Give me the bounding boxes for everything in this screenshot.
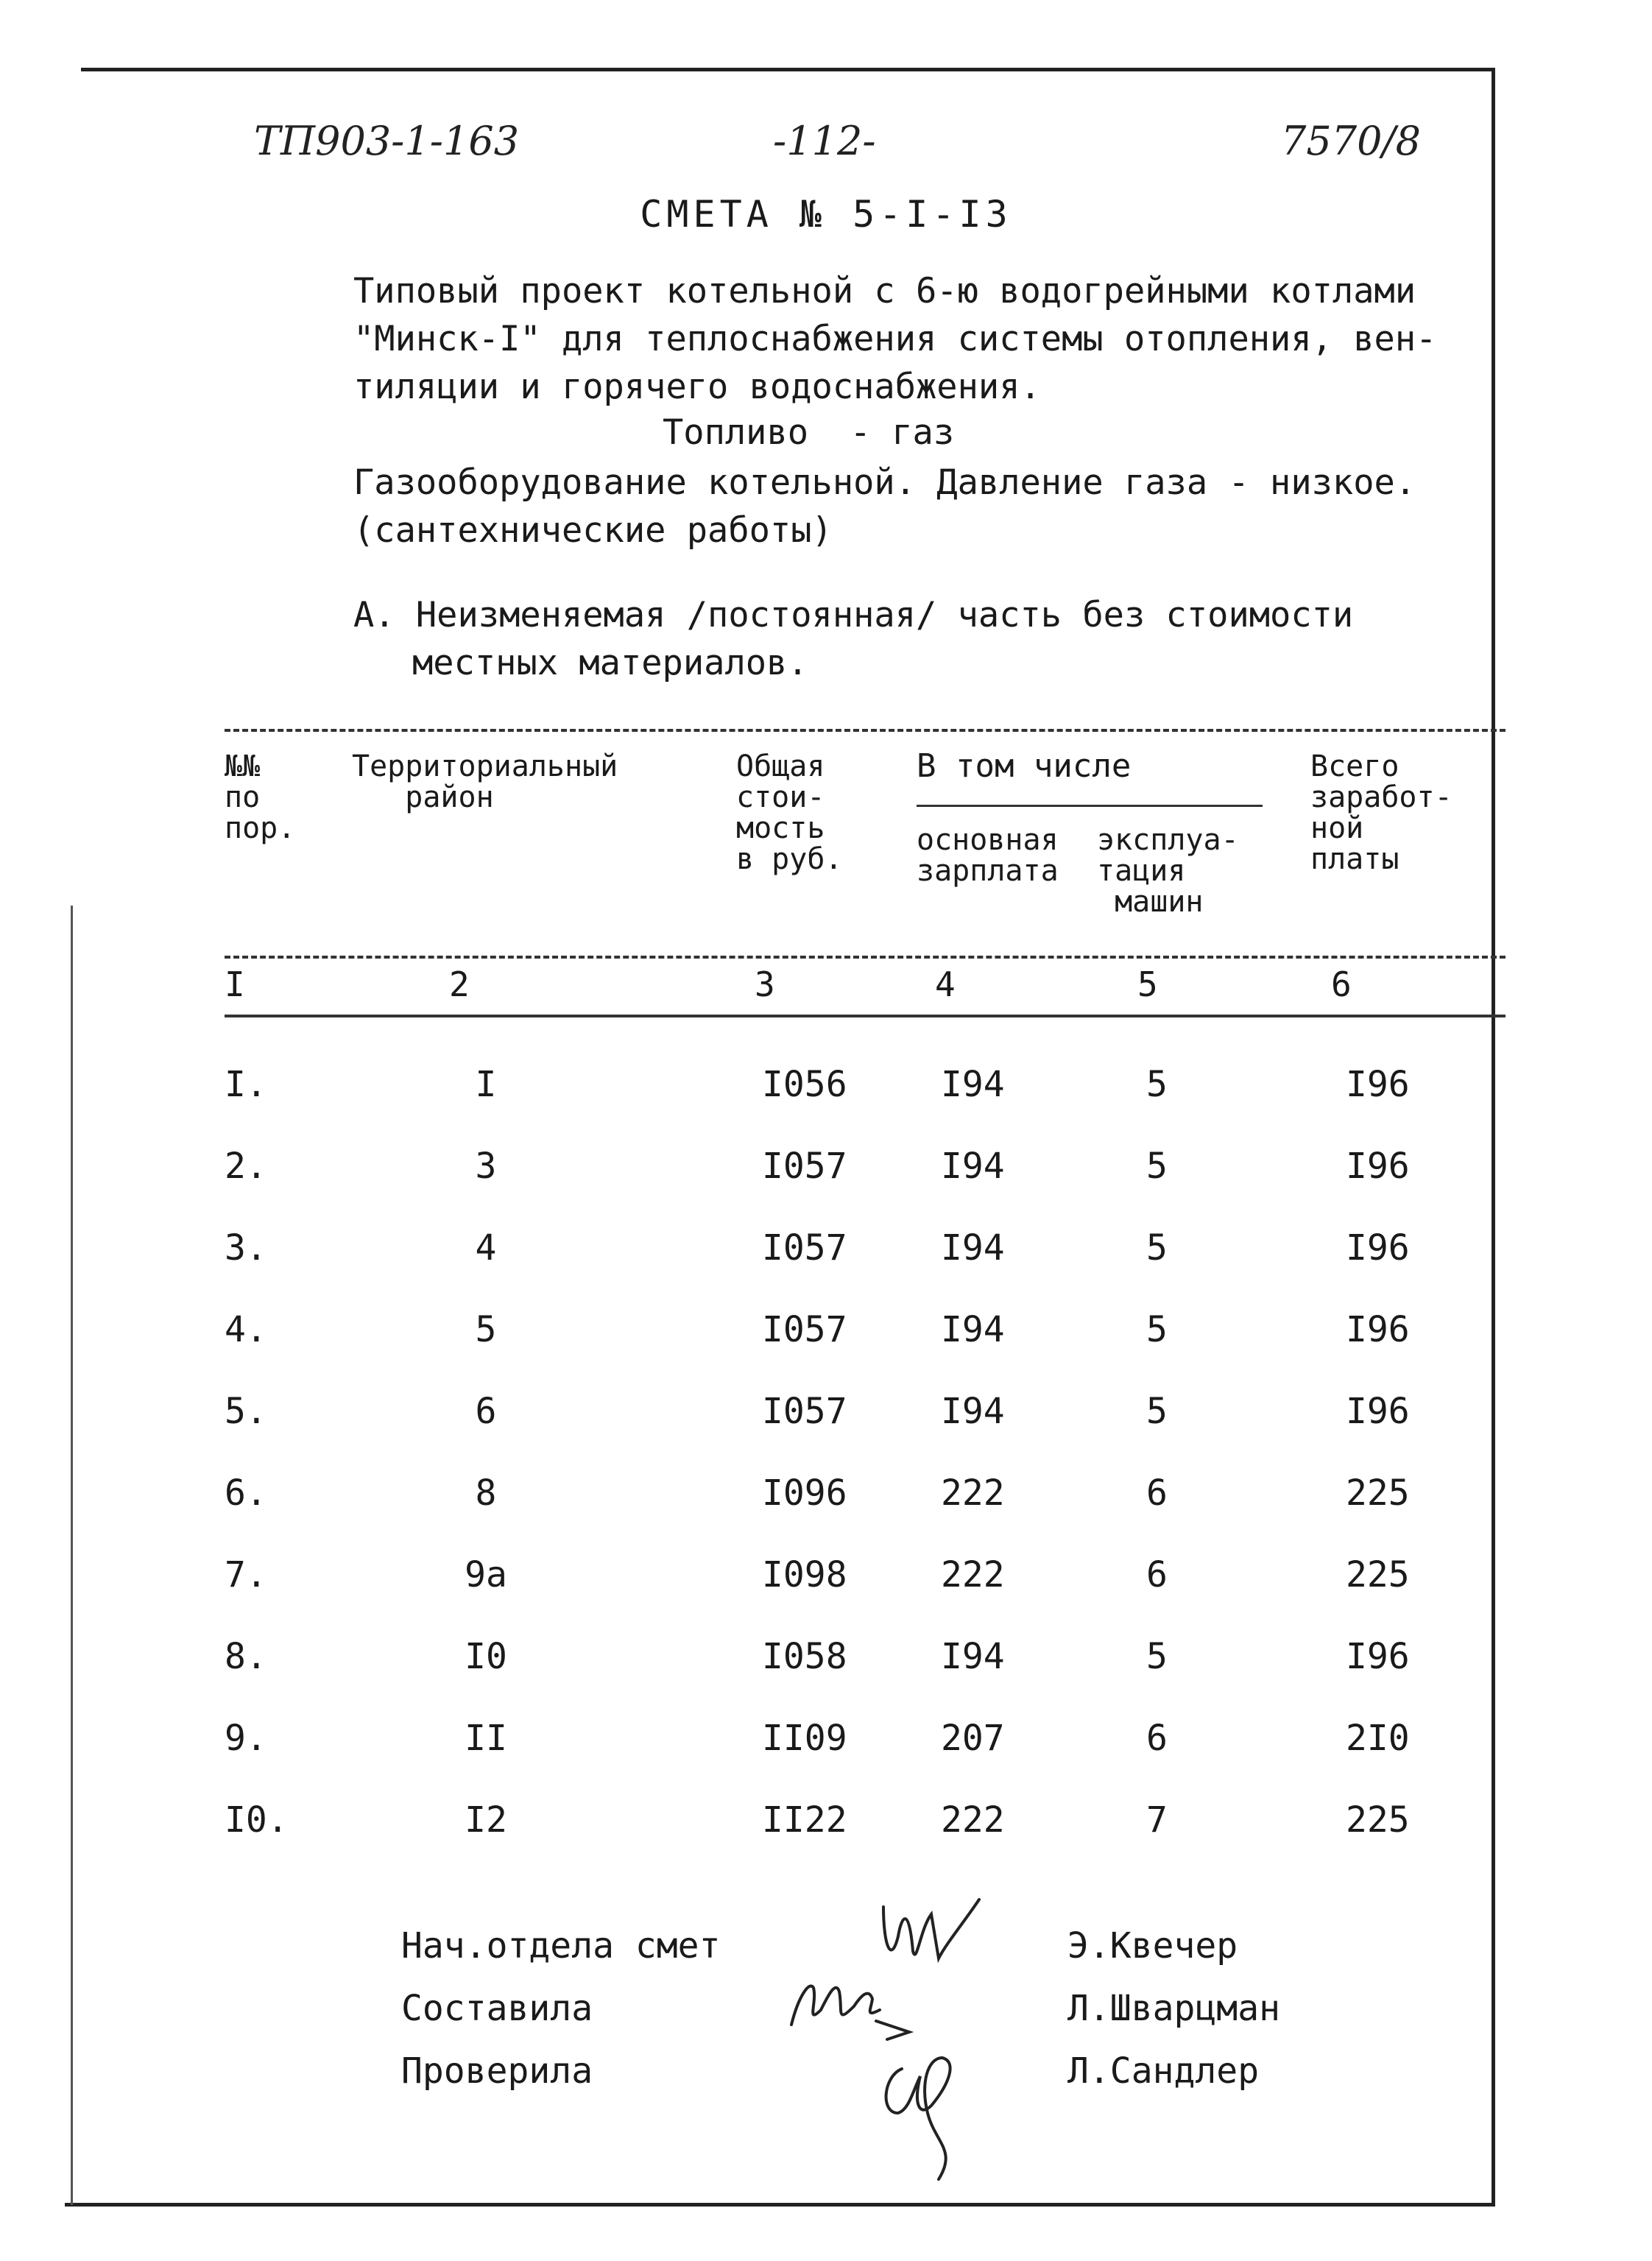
signature-role: Составила (401, 1988, 593, 2029)
cell-region: 6 (475, 1391, 497, 1432)
signature-name: Л.Шварцман (1067, 1988, 1280, 2029)
column-number-rule (225, 1015, 1505, 1017)
cell-total-salary: I96 (1346, 1064, 1410, 1105)
cell-row-number: 3. (225, 1227, 267, 1269)
cell-total-cost: I098 (762, 1554, 847, 1595)
page-number: -112- (773, 118, 876, 164)
cell-machine-operation: 5 (1146, 1636, 1168, 1677)
signature-role: Проверила (401, 2050, 593, 2092)
header-total-cost: Общая стои- мость в руб. (736, 749, 843, 876)
signature-name: Л.Сандлер (1067, 2050, 1260, 2092)
cell-base-salary: 222 (941, 1799, 1005, 1841)
cell-region: II (465, 1718, 507, 1759)
page-frame-right (1492, 68, 1495, 2207)
cell-total-cost: I057 (762, 1391, 847, 1432)
page-frame-top (81, 68, 1494, 71)
cell-total-cost: II09 (762, 1718, 847, 1759)
column-number: 4 (935, 964, 956, 1004)
cell-region: I0 (465, 1636, 507, 1677)
cell-machine-operation: 5 (1146, 1391, 1168, 1432)
cell-total-cost: I058 (762, 1636, 847, 1677)
page-frame-left (71, 906, 73, 2205)
cell-total-salary: I96 (1346, 1636, 1410, 1677)
cell-machine-operation: 5 (1146, 1227, 1168, 1269)
cell-base-salary: I94 (941, 1064, 1005, 1105)
sheet-code: 7570/8 (1281, 118, 1421, 164)
cell-total-salary: I96 (1346, 1227, 1410, 1269)
header-region: Территориальный район (352, 749, 618, 814)
cell-region: 8 (475, 1472, 497, 1514)
column-number: 2 (449, 964, 470, 1004)
cell-total-salary: 225 (1346, 1554, 1410, 1595)
column-number: I (225, 964, 245, 1004)
description-line-5: (сантехнические работы) (353, 510, 833, 551)
cell-region: 4 (475, 1227, 497, 1269)
header-machine-operation: эксплуа- тация машин (1097, 823, 1239, 919)
cell-row-number: 5. (225, 1391, 267, 1432)
cell-total-cost: I056 (762, 1064, 847, 1105)
section-heading-line-1: А. Неизменяемая /постоянная/ часть без стоимости (353, 595, 1354, 635)
cell-total-salary: 225 (1346, 1472, 1410, 1514)
doc-code: ТП903-1-163 (254, 118, 520, 164)
header-base-salary: основная зарплата (917, 823, 1059, 888)
section-heading-line-2: местных материалов. (412, 643, 808, 683)
cell-total-salary: 2I0 (1346, 1718, 1410, 1759)
group-underline (917, 805, 1263, 807)
cell-region: 3 (475, 1146, 497, 1187)
cell-base-salary: I94 (941, 1636, 1005, 1677)
cell-region: 9а (465, 1554, 507, 1595)
cell-base-salary: I94 (941, 1227, 1005, 1269)
cell-row-number: 8. (225, 1636, 267, 1677)
column-number: 3 (755, 964, 775, 1004)
description-line-3: тиляции и горячего водоснабжения. (353, 367, 1041, 407)
cell-machine-operation: 5 (1146, 1146, 1168, 1187)
cell-total-cost: I057 (762, 1146, 847, 1187)
column-number: 6 (1331, 964, 1352, 1004)
cell-region: I (475, 1064, 497, 1105)
cell-region: I2 (465, 1799, 507, 1841)
cell-base-salary: 222 (941, 1472, 1005, 1514)
cell-base-salary: 207 (941, 1718, 1005, 1759)
column-number: 5 (1137, 964, 1158, 1004)
header-bottom-rule (225, 956, 1505, 959)
cell-machine-operation: 6 (1146, 1718, 1168, 1759)
cell-machine-operation: 5 (1146, 1309, 1168, 1350)
header-group-including: В том числе (917, 747, 1132, 785)
cell-total-cost: I057 (762, 1227, 847, 1269)
cell-row-number: 9. (225, 1718, 267, 1759)
cell-total-salary: 225 (1346, 1799, 1410, 1841)
cell-total-salary: I96 (1346, 1146, 1410, 1187)
cell-row-number: I0. (225, 1799, 289, 1841)
fuel-line: Топливо - газ (663, 412, 955, 453)
header-total-salary: Всего заработ- ной платы (1310, 749, 1452, 876)
description-line-2: "Минск-I" для теплоснабжения системы отопления, вен- (353, 319, 1437, 359)
cell-base-salary: I94 (941, 1391, 1005, 1432)
description-line-1: Типовый проект котельной с 6-ю водогрейными котлами (353, 271, 1416, 311)
cell-machine-operation: 5 (1146, 1064, 1168, 1105)
signature-role: Нач.отдела смет (401, 1925, 721, 1967)
cell-row-number: I. (225, 1064, 267, 1105)
signature-scribble-3 (869, 2032, 1001, 2201)
cell-total-cost: I057 (762, 1309, 847, 1350)
cell-base-salary: 222 (941, 1554, 1005, 1595)
cell-total-cost: II22 (762, 1799, 847, 1841)
page-title: СМЕТА № 5-I-I3 (640, 193, 1012, 236)
cell-base-salary: I94 (941, 1146, 1005, 1187)
cell-region: 5 (475, 1309, 497, 1350)
table-top-rule (225, 729, 1505, 732)
cell-row-number: 6. (225, 1472, 267, 1514)
page-frame-bottom (65, 2203, 1495, 2207)
cell-total-salary: I96 (1346, 1309, 1410, 1350)
signature-name: Э.Квечер (1067, 1925, 1238, 1967)
cell-machine-operation: 7 (1146, 1799, 1168, 1841)
cell-machine-operation: 6 (1146, 1554, 1168, 1595)
cell-row-number: 4. (225, 1309, 267, 1350)
cell-total-cost: I096 (762, 1472, 847, 1514)
cell-machine-operation: 6 (1146, 1472, 1168, 1514)
cell-row-number: 7. (225, 1554, 267, 1595)
cell-row-number: 2. (225, 1146, 267, 1187)
cell-total-salary: I96 (1346, 1391, 1410, 1432)
cell-base-salary: I94 (941, 1309, 1005, 1350)
header-row-number: №№ по пор. (225, 749, 296, 845)
description-line-4: Газооборудование котельной. Давление газа - низкое. (353, 462, 1416, 503)
